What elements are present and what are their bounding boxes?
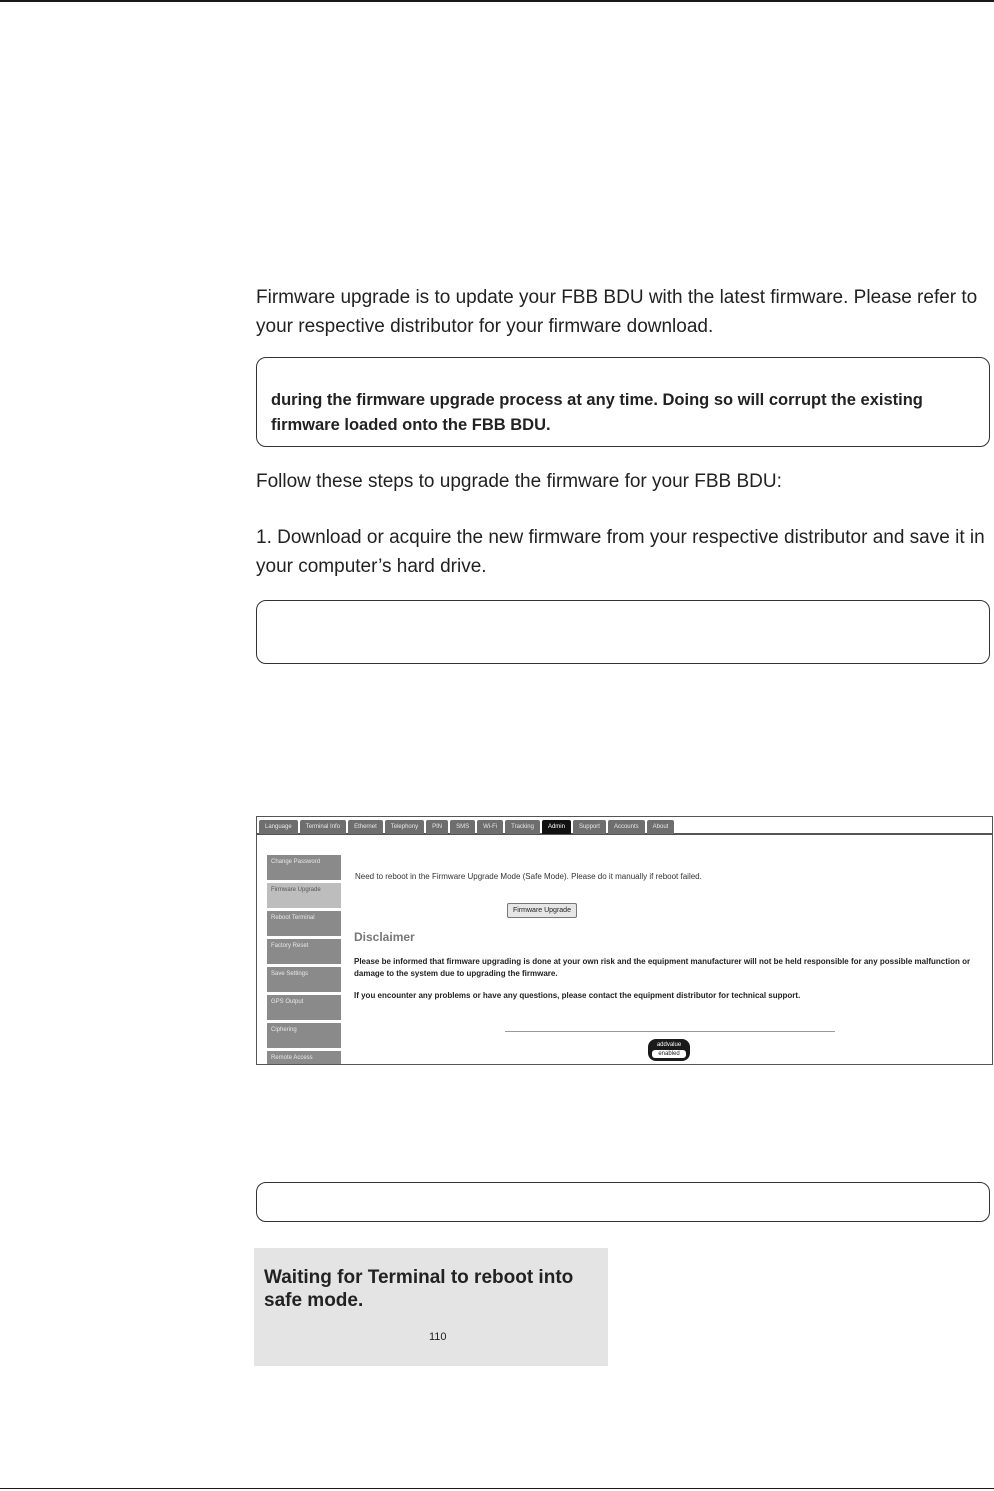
disclaimer-text: Please be informed that firmware upgrading is done at your own risk and the equipment manufacturer will not be held responsible for any possible malfunction or damage to the system due to upgrading the firmware. [354,957,971,978]
waiting-title: Waiting for Terminal to reboot into safe mode. [264,1267,574,1311]
tab-sms[interactable]: SMS [450,820,475,834]
note-box-empty-2 [256,1182,990,1222]
tab-ethernet[interactable]: Ethernet [348,820,383,834]
divider [505,1031,835,1032]
tab-terminal-info[interactable]: Terminal Info [300,820,346,834]
tab-wifi[interactable]: Wi-Fi [477,820,503,834]
step-1: 1. Download or acquire the new firmware from your respective distributor and save it in your computer’s hard drive. [256,527,985,577]
tab-telephony[interactable]: Telephony [385,820,424,834]
addvalue-logo [648,1039,690,1061]
warning-note-text: during the firmware upgrade process at any time. Doing so will corrupt the existing firmware loaded onto the FBB BDU. [271,391,923,434]
waiting-panel [254,1248,608,1366]
sidebar-item-factory-reset[interactable]: Factory Reset [267,939,341,964]
admin-sidebar [267,855,341,1065]
firmware-upgrade-button[interactable]: Firmware Upgrade [507,903,577,918]
sidebar-item-firmware-upgrade[interactable]: Firmware Upgrade [267,883,341,908]
tab-about[interactable]: About [647,820,675,834]
support-text: If you encounter any problems or have any questions, please contact the equipment distributor for technical support. [354,991,801,1000]
warning-note-box [256,357,990,447]
sidebar-item-reboot-terminal[interactable]: Reboot Terminal [267,911,341,936]
tab-support[interactable]: Support [573,820,606,834]
sidebar-item-ciphering[interactable]: Ciphering [267,1023,341,1048]
tab-language[interactable]: Language [259,820,298,834]
top-rule [0,0,994,2]
steps-intro: Follow these steps to upgrade the firmware for your FBB BDU: [256,471,782,492]
sidebar-item-save-settings[interactable]: Save Settings [267,967,341,992]
tab-pin[interactable]: PIN [426,820,448,834]
logo-bottom-text: enabled [652,1050,686,1058]
tab-bar [257,817,992,835]
safe-mode-message: Need to reboot in the Firmware Upgrade Mode (Safe Mode). Please do it manually if reboot failed. [355,872,702,881]
disclaimer-title: Disclaimer [354,930,415,944]
bottom-rule [0,1488,994,1489]
tab-tracking[interactable]: Tracking [505,820,540,834]
sidebar-item-gps-output[interactable]: GPS Output [267,995,341,1020]
tab-admin[interactable]: Admin [542,820,571,834]
intro-paragraph: Firmware upgrade is to update your FBB BDU with the latest firmware. Please refer to your respective distributor for your firmware download. [256,287,978,337]
logo-top-text: addvalue [656,1042,682,1048]
admin-screenshot [256,816,993,1065]
countdown: 110 [429,1331,447,1343]
sidebar-item-remote-access[interactable]: Remote Access [267,1051,341,1065]
note-box-empty [256,600,990,664]
sidebar-item-change-password[interactable]: Change Password [267,855,341,880]
tab-accounts[interactable]: Accounts [608,820,645,834]
